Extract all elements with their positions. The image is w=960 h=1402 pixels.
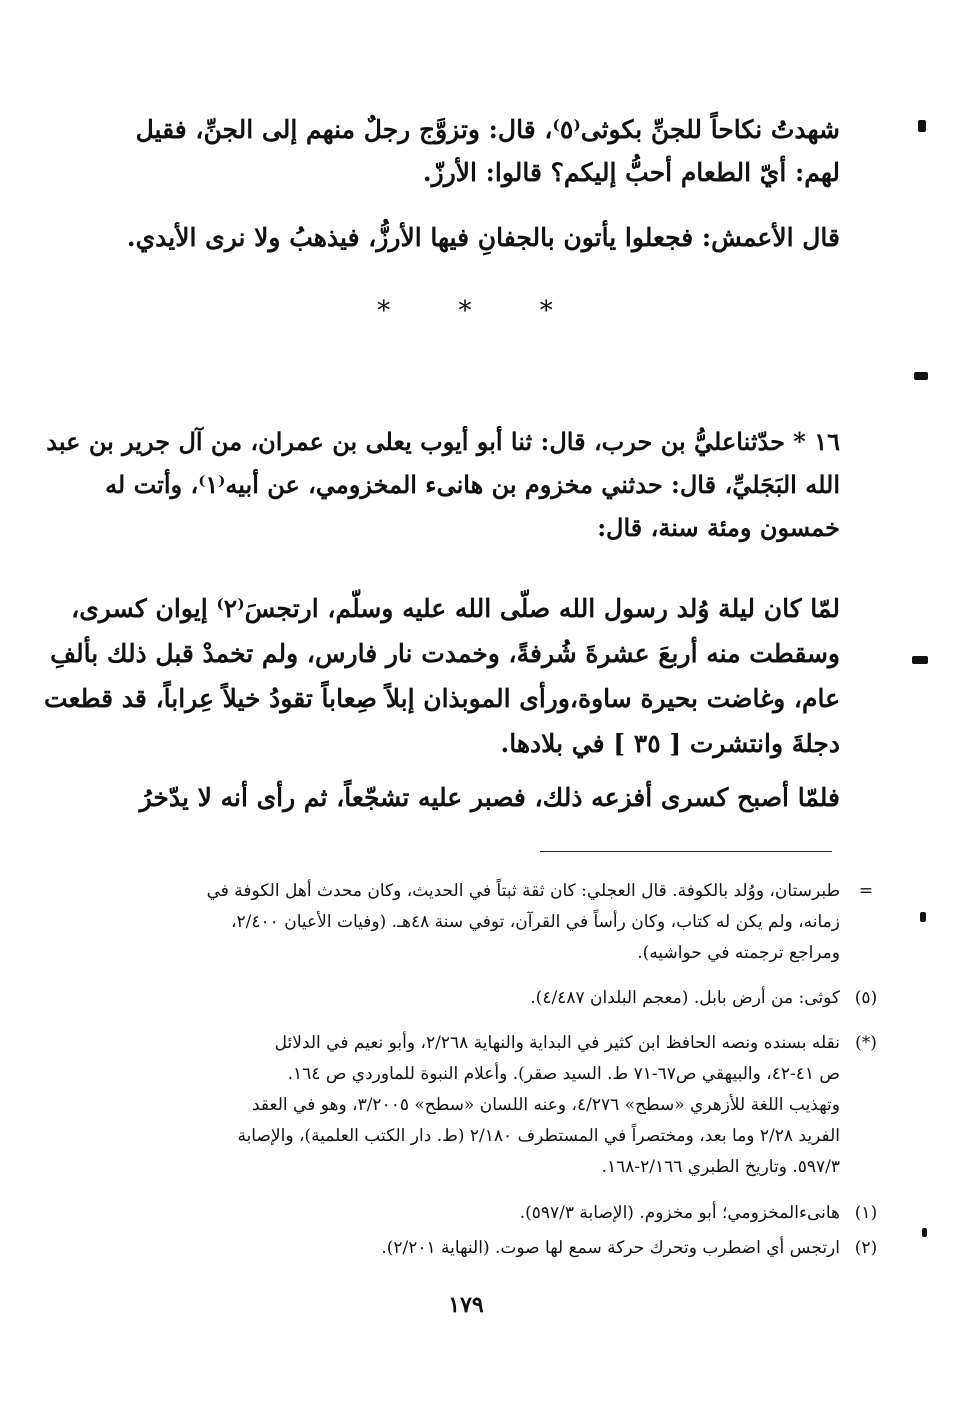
footnote-line: كوثى: من أرض بابل. (معجم البلدان ٤/٤٨٧). [530, 988, 840, 1008]
text-line: خمسون ومئة سنة، قال: [597, 513, 840, 542]
text-line: دجلةَ وانتشرت [ ٣٥ ] في بلادها. [500, 729, 840, 758]
text-line: لمّا كان ليلة وُلد رسول الله صلّى الله عليه وسلّم، ارتجسَ⁽٢⁾ إيوان كسرى، [71, 594, 840, 623]
footnote-line: طبرستان، ووُلد بالكوفة. قال العجلي: كان ثقة ثبتاً في الحديث، وكان محدث أهل الكوفة في [206, 881, 840, 901]
paragraph-5 [92, 776, 840, 819]
footnote-mark: (١) [854, 1203, 878, 1223]
paragraph-2 [126, 216, 840, 259]
footnote-line: الفريد ٢/٢٨ وما بعد، ومختصراً في المستطرف ٢/١٨٠ (ط. دار الكتب العلمية)، والإصابة [237, 1126, 840, 1146]
text-line: لهم: أيّ الطعام أحبُّ إليكم؟ قالوا: الأرزّ. [422, 158, 840, 187]
footnote-mark: = [858, 881, 874, 901]
footnote-mark: (٥) [854, 988, 878, 1008]
footnote-line: نقله بسنده ونصه الحافظ ابن كثير في البداية والنهاية ٢/٢٦٨، وأبو نعيم في الدلائل [274, 1033, 840, 1053]
paragraph-4 [44, 586, 840, 766]
paragraph-3-hadith-16 [46, 420, 840, 549]
footnote-1 [140, 1198, 878, 1229]
footnote-continuation [140, 876, 874, 969]
text-line: ١٦ * حدّثناعليُّ بن حرب، قال: ثنا أبو أيوب يعلى بن عمران، من آل جرير بن عبد [46, 427, 840, 456]
text-line: الله البَجَليِّ، قال: حدثني مخزوم بن هانىء المخزومي، عن أبيه⁽١⁾، وأتت له [105, 470, 840, 499]
page-number: ١٧٩ [448, 1292, 484, 1318]
text-line: عام، وغاضت بحيرة ساوة،ورأى الموبذان إبلاً صِعاباً تقودُ خيلاً عِراباً، قد قطعت [44, 684, 840, 713]
footnote-line: وتهذيب اللغة للأزهري «سطح» ٤/٢٧٦، وعنه اللسان «سطح» ٣/٢٠٠٥، وهو في العقد [252, 1095, 840, 1115]
footnote-line: ٥٩٧/٣. وتاريخ الطبري ٢/١٦٦-١٦٨. [601, 1157, 840, 1177]
footnote-line: ص ٤١-٤٢، والبيهقي ص٦٧-٧١ ط. السيد صقر). وأعلام النبوة للماوردي ص ١٦٤. [287, 1064, 840, 1084]
footnote-star [140, 1028, 877, 1183]
text-line: وسقطت منه أربعَ عشرةَ شُرفةً، وخمدت نار فارس، ولم تخمدْ قبل ذلك بألفِ [50, 639, 840, 668]
scan-speck [914, 372, 928, 380]
footnote-line: زمانه، ولم يكن له كتاب، وكان رأساً في القرآن، توفي سنة ٤٨هـ. (وفيات الأعيان ٢/٤٠٠، [231, 912, 840, 932]
scan-speck [912, 656, 928, 664]
scan-speck [918, 120, 926, 132]
scan-speck [922, 1228, 927, 1237]
footnote-5 [140, 983, 878, 1014]
text-line: قال الأعمش: فجعلوا يأتون بالجفانِ فيها الأرزُّ، فيذهبُ ولا نرى الأيدي. [126, 223, 840, 252]
footnote-2 [140, 1233, 878, 1264]
footnote-divider [540, 851, 832, 852]
paragraph-1 [135, 108, 840, 194]
footnote-mark: (٢) [854, 1238, 878, 1258]
footnote-line: هانىءالمخزومي؛ أبو مخزوم. (الإصابة ٥٩٧/٣). [519, 1203, 840, 1223]
text-line: فلمّا أصبح كسرى أفزعه ذلك، فصبر عليه تشجّعاً، ثم رأى أنه لا يدّخرُ [139, 783, 840, 812]
text-line: شهدتُ نكاحاً للجنِّ بكوثى⁽٥⁾، قال: وتزوَّج رجلٌ منهم إلى الجنِّ، فقيل [135, 115, 840, 144]
footnote-line: ارتجس أي اضطرب وتحرك حركة سمع لها صوت. (النهاية ٢/٢٠١). [381, 1238, 840, 1258]
footnote-mark: (*) [855, 1033, 877, 1053]
scan-speck [920, 912, 926, 922]
section-separator: * * * [377, 296, 583, 326]
footnote-line: ومراجع ترجمته في حواشيه). [637, 943, 840, 963]
